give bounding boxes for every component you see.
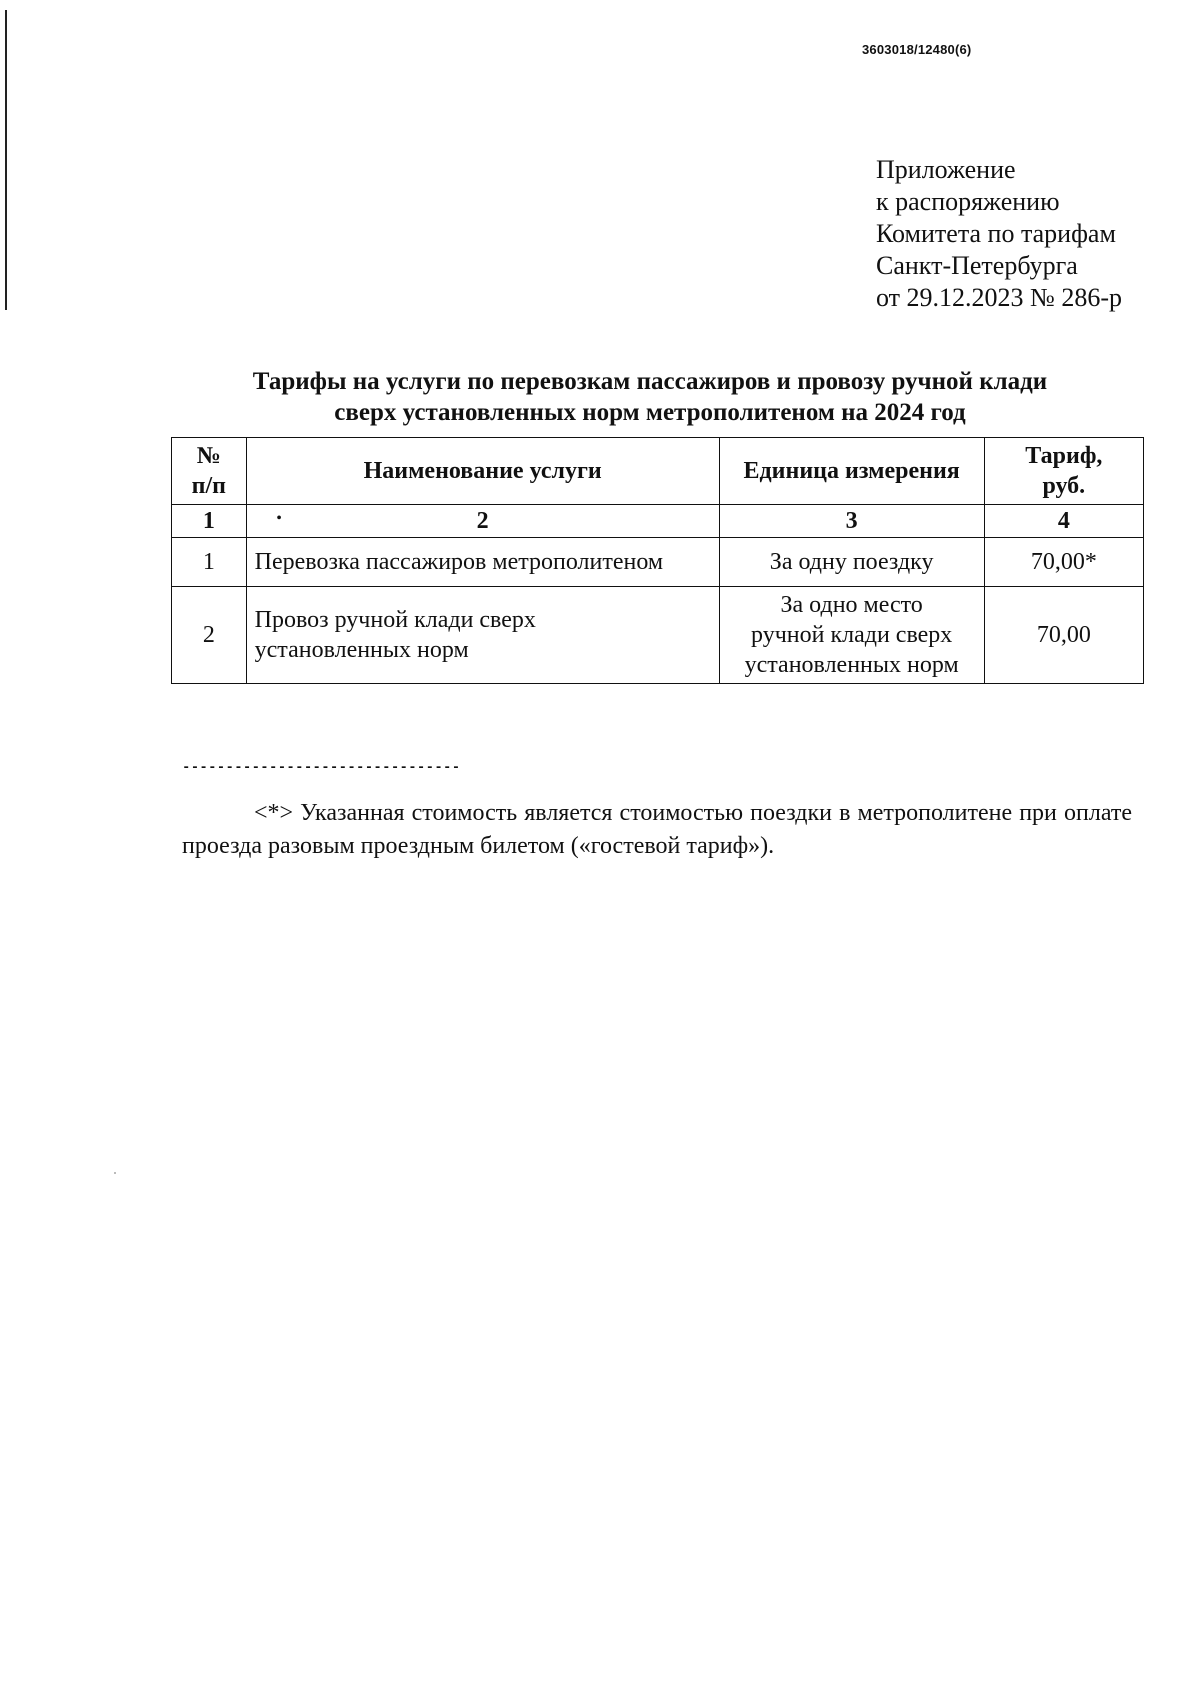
column-index-cell (246, 505, 719, 538)
scan-edge-line (5, 10, 7, 310)
column-index-cell: 1 (172, 505, 247, 538)
header-tariff-label: Тариф, (1025, 443, 1103, 469)
unit-line: За одно место (780, 592, 923, 618)
appendix-line: к распоряжению (876, 187, 1060, 216)
column-index-value: 2 (476, 507, 489, 534)
document-title (170, 366, 1130, 428)
header-number-sign: № (196, 443, 221, 469)
header-service-name: Наименование услуги (246, 438, 719, 505)
table-row (172, 538, 1144, 587)
table-header-row (172, 438, 1144, 505)
row-unit (719, 587, 984, 684)
unit-line: ручной клади сверх (751, 622, 953, 648)
header-tariff (984, 438, 1143, 505)
column-index-cell: 4 (984, 505, 1143, 538)
appendix-line: Приложение (876, 155, 1016, 184)
row-service-name (246, 587, 719, 684)
unit-line: За одну поездку (769, 549, 934, 575)
row-number: 1 (172, 538, 247, 587)
unit-line: установленных норм (744, 652, 959, 678)
row-unit (719, 538, 984, 587)
appendix-date-line: от 29.12.2023 № 286-р (876, 283, 1122, 312)
service-name-line: установленных норм (254, 637, 469, 663)
appendix-block (876, 154, 1122, 314)
row-service-name (246, 538, 719, 587)
footnote-separator: -------------------------------- (182, 760, 461, 776)
column-index-row (172, 505, 1144, 538)
header-unit: Единица измерения (719, 438, 984, 505)
service-name-line: Перевозка пассажиров метрополитеном (254, 549, 664, 575)
appendix-line: Комитета по тарифам (876, 219, 1116, 248)
table-row (172, 587, 1144, 684)
row-tariff: 70,00 (984, 587, 1143, 684)
scan-speck (114, 1172, 116, 1174)
footnote-text: <*> Указанная стоимость является стоимостью поездки в метрополитене при оплате проезда разовым проездным билетом («гостевой тариф»). (182, 800, 1132, 859)
header-number-abbr: п/п (191, 473, 226, 499)
scan-dot: • (276, 511, 282, 526)
appendix-line: Санкт-Петербурга (876, 251, 1078, 280)
service-name-line: Провоз ручной клади сверх (254, 607, 536, 633)
column-index-cell: 3 (719, 505, 984, 538)
header-number (172, 438, 247, 505)
tariff-table (171, 437, 1144, 684)
header-tariff-currency: руб. (1042, 473, 1086, 499)
title-line: сверх установленных норм метрополитеном на 2024 год (334, 399, 966, 426)
title-line: Тарифы на услуги по перевозкам пассажиров и провозу ручной клади (252, 368, 1048, 395)
registration-number: 3603018/12480(6) (862, 42, 972, 57)
row-number: 2 (172, 587, 247, 684)
row-tariff: 70,00* (984, 538, 1143, 587)
